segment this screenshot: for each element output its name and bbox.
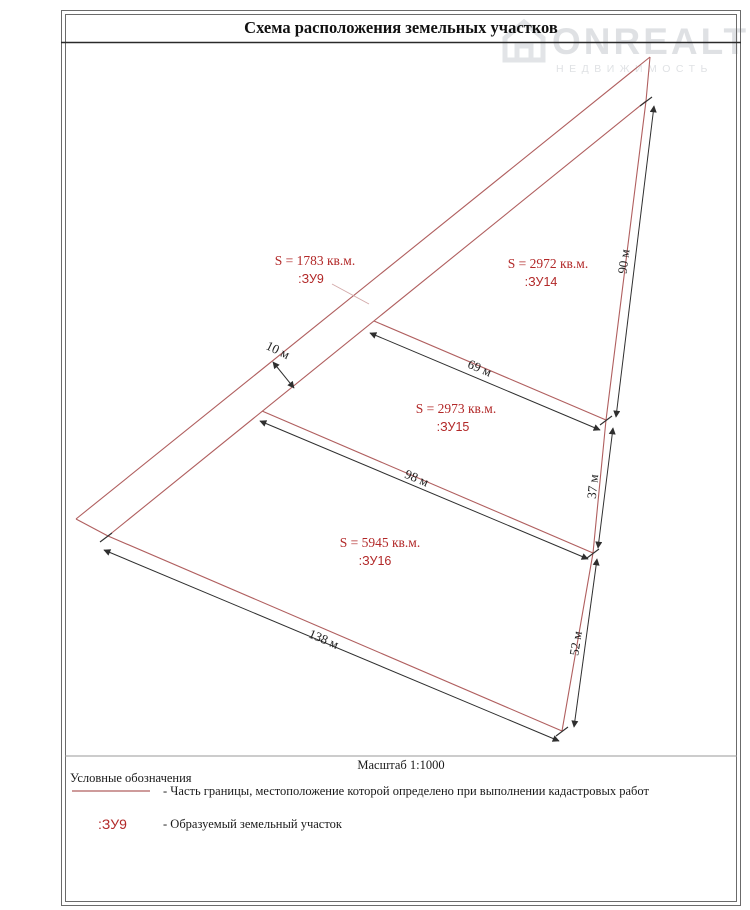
plot-zu14-id: :ЗУ14 [524,275,558,289]
dim-label-52m: 52 м [566,630,585,657]
boundary-bottom-edge [108,536,562,731]
legend-zu9-symbol: :ЗУ9 [98,816,127,832]
footer [70,758,649,832]
plot-labels [275,253,588,568]
legend-item-boundary-text: - Часть границы, местоположение которой определено при выполнении кадастровых работ [163,784,649,798]
plot-zu9-id: :ЗУ9 [298,272,324,286]
boundary-left-edge [76,519,108,536]
plot-zu15-area: S = 2973 кв.м. [415,401,497,416]
plot-zu14-area: S = 2972 кв.м. [507,256,589,271]
dim-line-98m [260,421,588,559]
dim-label-69m: 69 м [465,356,494,380]
plot-zu15-id: :ЗУ15 [436,420,470,434]
dim-label-10m: 10 м [263,337,293,363]
boundary-lines [76,57,650,731]
watermark-subtitle-text: НЕДВИЖИМОСТЬ [556,63,713,75]
boundary-top-edge [76,57,650,519]
plot-zu9-area: S = 1783 кв.м. [274,253,356,268]
dimension-labels [264,248,633,656]
page-title: Схема расположения земельных участков [244,18,558,37]
dim-line-10m [273,362,294,388]
legend-title: Условные обозначения [70,771,192,785]
dim-label-37m: 37 м [583,473,602,500]
dim-label-98m: 98 м [402,466,431,490]
watermark-brand-text: ONREALT [552,21,750,62]
dim-line-37m [598,428,613,548]
scale-text: Масштаб 1:1000 [357,758,445,772]
legend-item-parcel-text: - Образуемый земельный участок [163,817,342,831]
plot-zu16-id: :ЗУ16 [358,554,392,568]
dim-label-138m: 138 м [306,625,341,652]
dim-label-90m: 90 м [614,248,633,275]
plot-zu16-area: S = 5945 кв.м. [339,535,421,550]
